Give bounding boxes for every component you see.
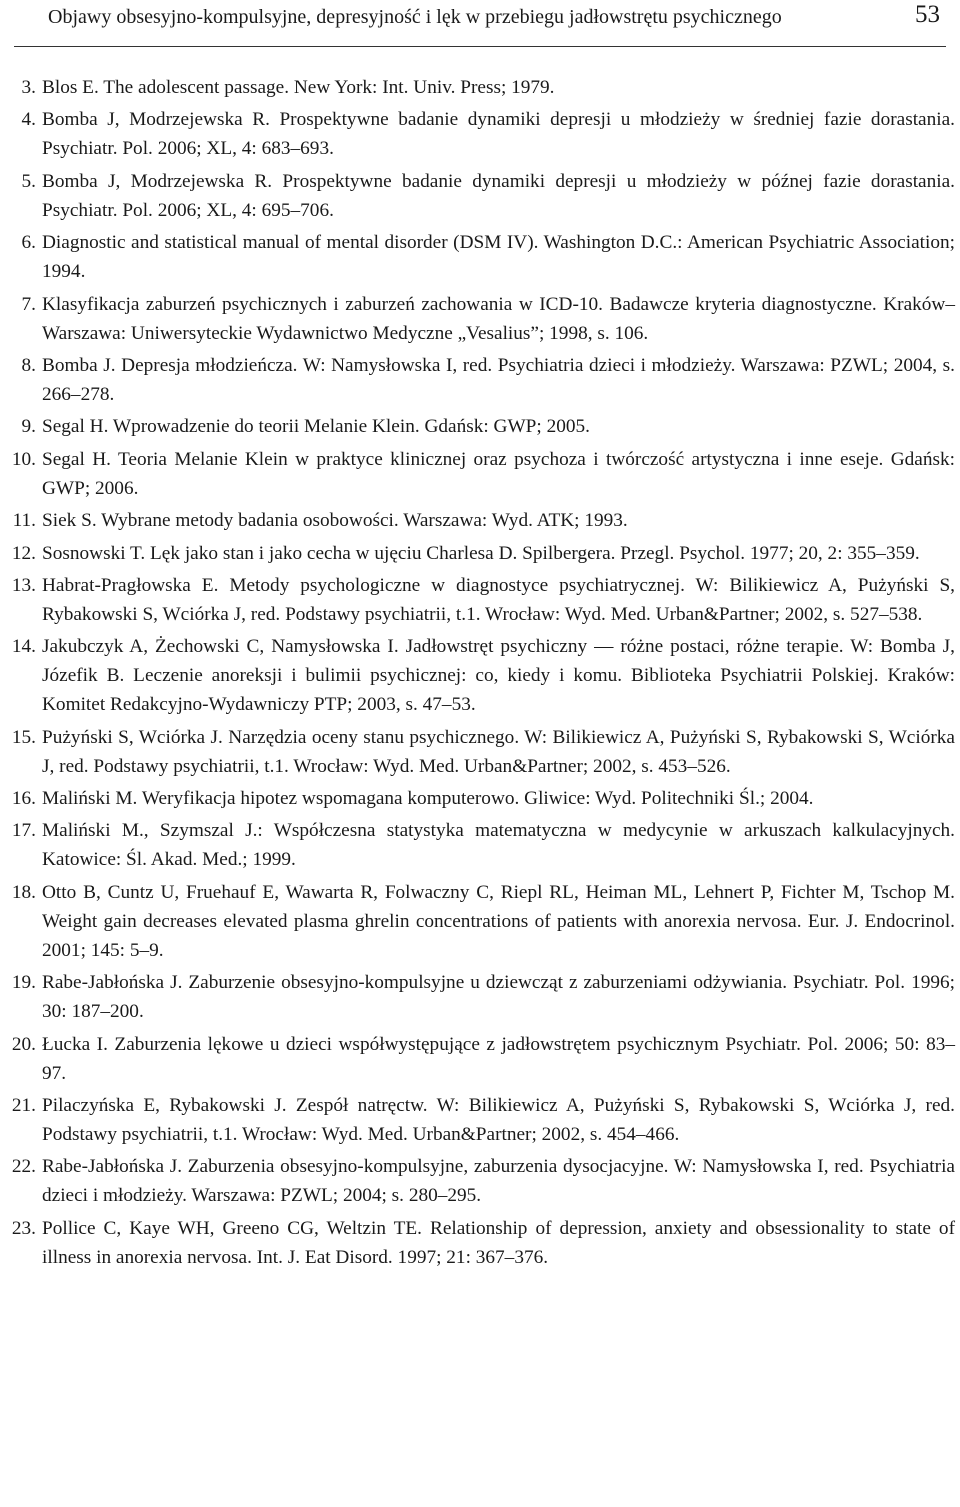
reference-number: 8.	[21, 354, 36, 376]
reference-number: 4.	[21, 109, 36, 131]
reference-text: Siek S. Wybrane metody badania osobowości. Warszawa: Wyd. ATK; 1993.	[42, 510, 628, 532]
reference-number: 5.	[21, 170, 36, 192]
reference-number: 10.	[11, 448, 36, 470]
reference-number: 23.	[11, 1217, 36, 1239]
reference-text: Segal H. Wprowadzenie do teorii Melanie Klein. Gdańsk: GWP; 2005.	[42, 416, 590, 438]
reference-number: 9.	[21, 416, 36, 438]
reference-text: Maliński M., Szymszal J.: Współczesna statystyka matematyczna w medycynie w arkuszach kalkulacyjnych. Katowice: Śl. Akad. Med.; 1999.	[42, 820, 955, 871]
reference-text: Maliński M. Weryfikacja hipotez wspomagana komputerowo. Gliwice: Wyd. Politechniki Śl.; 2004.	[42, 788, 814, 810]
reference-text: Otto B, Cuntz U, Fruehauf E, Wawarta R, Folwaczny C, Riepl RL, Heiman ML, Lehnert P, Fichter M, Tschop M. Weight gain decreases elevated plasma ghrelin concentrations of patients with anorexia nervosa. Eur. J. Endocrinol. 2001; 145: 5–9.	[42, 881, 955, 961]
reference-number: 18.	[11, 881, 36, 903]
reference-item	[0, 1152, 955, 1210]
reference-item	[0, 632, 955, 719]
reference-text: Diagnostic and statistical manual of mental disorder (DSM IV). Washington D.C.: American Psychiatric Association; 1994.	[42, 232, 955, 283]
reference-item	[0, 167, 955, 225]
reference-number: 12.	[11, 542, 36, 564]
reference-text: Blos E. The adolescent passage. New York: Int. Univ. Press; 1979.	[42, 77, 555, 98]
reference-number: 19.	[11, 972, 36, 994]
reference-number: 3.	[21, 77, 36, 98]
reference-number: 20.	[11, 1033, 36, 1055]
reference-text: Jakubczyk A, Żechowski C, Namysłowska I. Jadłowstręt psychiczny — różne postaci, różne terapie. W: Bomba J, Józefik B. Leczenie anoreksji i bulimii psychicznej: co, kiedy i komu. Biblioteka Psychiatrii Polskiej. Kraków: Komitet Redakcyjno-Wydawniczy PTP; 2003, s. 47–53.	[42, 636, 955, 716]
reference-text: Segal H. Teoria Melanie Klein w praktyce klinicznej oraz psychoza i twórczość artystyczna i inne eseje. Gdańsk: GWP; 2006.	[42, 448, 955, 499]
reference-item	[0, 784, 955, 813]
reference-item	[0, 539, 955, 568]
reference-text: Pilaczyńska E, Rybakowski J. Zespół natręctw. W: Bilikiewicz A, Pużyński S, Rybakowski S, Wciórka J, red. Podstawy psychiatrii, t.1. Wrocław: Wyd. Med. Urban&Partner; 2002, s. 454–466.	[42, 1095, 955, 1146]
reference-item	[0, 506, 955, 535]
reference-item	[0, 571, 955, 629]
reference-item	[0, 1091, 955, 1149]
reference-item	[0, 1030, 955, 1088]
reference-item	[0, 290, 955, 348]
reference-item	[0, 1214, 955, 1272]
reference-item	[0, 351, 955, 409]
reference-number: 7.	[21, 293, 36, 315]
reference-number: 16.	[11, 788, 36, 810]
reference-item	[0, 105, 955, 163]
reference-item	[0, 723, 955, 781]
reference-item	[0, 968, 955, 1026]
reference-number: 11.	[12, 510, 36, 532]
reference-number: 15.	[11, 726, 36, 748]
reference-item	[0, 73, 955, 102]
reference-item	[0, 445, 955, 503]
reference-item	[0, 816, 955, 874]
reference-item	[0, 878, 955, 965]
reference-number: 6.	[21, 232, 36, 254]
reference-number: 14.	[11, 636, 36, 658]
reference-text: Bomba J. Depresja młodzieńcza. W: Namysłowska I, red. Psychiatria dzieci i młodzieży. Warszawa: PZWL; 2004, s. 266–278.	[42, 354, 955, 405]
reference-text: Pollice C, Kaye WH, Greeno CG, Weltzin TE. Relationship of depression, anxiety and obsessionality to state of illness in anorexia nervosa. Int. J. Eat Disord. 1997; 21: 367–376.	[42, 1217, 955, 1268]
reference-number: 21.	[11, 1095, 36, 1117]
reference-text: Bomba J, Modrzejewska R. Prospektywne badanie dynamiki depresji u młodzieży w średniej fazie dorastania. Psychiatr. Pol. 2006; XL, 4: 683–693.	[42, 109, 955, 160]
running-title: Objawy obsesyjno-kompulsyjne, depresyjność i lęk w przebiegu jadłowstrętu psychicznego	[48, 6, 782, 28]
reference-number: 13.	[11, 574, 36, 596]
page-number: 53	[915, 1, 940, 28]
reference-text: Pużyński S, Wciórka J. Narzędzia oceny stanu psychicznego. W: Bilikiewicz A, Pużyński S, Rybakowski S, Wciórka J, red. Podstawy psychiatrii, t.1. Wrocław: Wyd. Med. Urban&Partner; 2002, s. 453–526.	[42, 726, 955, 777]
reference-list	[0, 73, 960, 1275]
reference-text: Łucka I. Zaburzenia lękowe u dzieci współwystępujące z jadłowstrętem psychicznym Psychiatr. Pol. 2006; 50: 83–97.	[42, 1033, 955, 1084]
reference-text: Rabe-Jabłońska J. Zaburzenie obsesyjno-kompulsyjne u dziewcząt z zaburzeniami odżywiania. Psychiatr. Pol. 1996; 30: 187–200.	[42, 972, 955, 1023]
reference-item	[0, 412, 955, 441]
reference-text: Habrat-Pragłowska E. Metody psychologiczne w diagnostyce psychiatrycznej. W: Bilikiewicz A, Pużyński S, Rybakowski S, Wciórka J, red. Podstawy psychiatrii, t.1. Wrocław: Wyd. Med. Urban&Partner; 2002, s. 527–538.	[42, 574, 955, 625]
reference-text: Klasyfikacja zaburzeń psychicznych i zaburzeń zachowania w ICD-10. Badawcze kryteria diagnostyczne. Kraków–Warszawa: Uniwersyteckie Wydawnictwo Medyczne „Vesalius”; 1998, s. 106.	[42, 293, 955, 344]
reference-text: Rabe-Jabłońska J. Zaburzenia obsesyjno-kompulsyjne, zaburzenia dysocjacyjne. W: Namysłowska I, red. Psychiatria dzieci i młodzieży. Warszawa: PZWL; 2004; s. 280–295.	[42, 1156, 955, 1207]
page-header	[14, 0, 946, 47]
reference-number: 22.	[11, 1156, 36, 1178]
reference-number: 17.	[11, 820, 36, 842]
reference-text: Bomba J, Modrzejewska R. Prospektywne badanie dynamiki depresji u młodzieży w późnej fazie dorastania. Psychiatr. Pol. 2006; XL, 4: 695–706.	[42, 170, 955, 221]
reference-text: Sosnowski T. Lęk jako stan i jako cecha w ujęciu Charlesa D. Spilbergera. Przegl. Psychol. 1977; 20, 2: 355–359.	[42, 542, 920, 564]
reference-item	[0, 228, 955, 286]
